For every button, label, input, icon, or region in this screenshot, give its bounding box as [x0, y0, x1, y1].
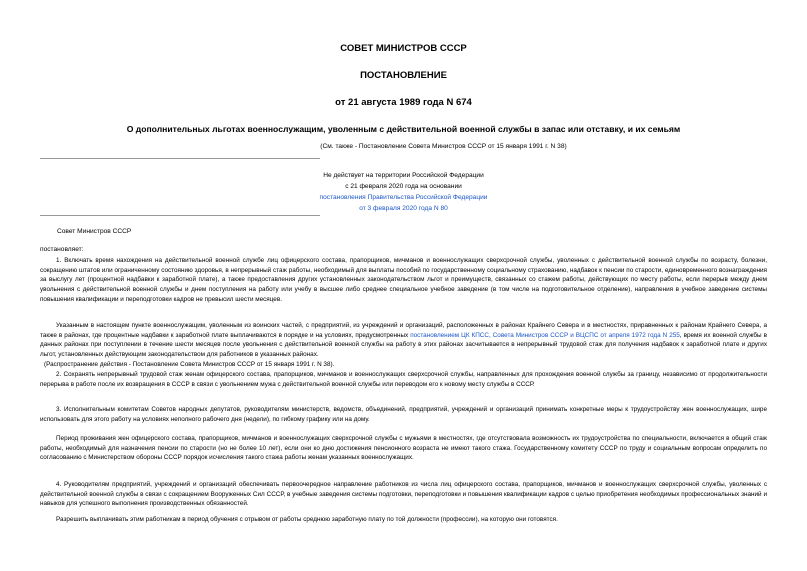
paragraph-1b-part2: , время их военной службы в данных районах при поступлении в течение шести месяцев после увольнения с действительной военной службы на работу в этих районах засчитывается в непрерывный трудовой стаж для получения надбавок к заработной плате и других льгот, установленных действующим законодательством для работников в указанных районах. — [40, 331, 767, 358]
paragraph-3b: Период проживания жен офицерского состава, прапорщиков, мичманов и военнослужащих сверхсрочной службы с мужьями в местностях, где отсутствовала возможность их трудоустройства по специальности, включается в общий стаж работы, необходимый для назначения пенсии по старости (но не более 10 лет), если они ко дню достижения пенсионного возраста не имеют такого стажа. Государственному комитету СССР по труду и социальным вопросам определить по согласованию с Министерством обороны СССР порядок исчисления такого стажа работы женам указанных военнослужащих. — [40, 435, 767, 462]
decides-text: постановляет: — [40, 246, 84, 253]
divider-top — [40, 158, 320, 159]
paragraph-1b-part1: Указанным в настоящем пункте военнослужащим, уволенным из воинских частей, с предприятий, из учреждений и организаций, расположенных в районах Крайнего Севера и в местностях, приравненных к районам Крайнего Севера, а также в районах, где процентные надбавки к заработной плате выплачиваются в порядке и на условиях, предусмотренных — [40, 322, 767, 339]
paragraph-3: 3. Исполнительным комитетам Советов народных депутатов, руководителям министерств, ведомств, объединений, предприятий, учреждений и организаций принимать конкретные меры к трудоустройству жен военнослужащих, шире использовать для этого работу на условиях неполного рабочего дня (недели), по гибкому графику или на дому. — [40, 406, 767, 423]
divider-bottom — [40, 215, 320, 216]
date-number-heading: от 21 августа 1989 года N 674 — [335, 97, 472, 108]
paragraph-2: 2. Сохранять непрерывный трудовой стаж женам офицерского состава, прапорщиков, мичманов и военнослужащих сверхсрочной службы, направленных для прохождения военной службы за границу, независимо от продолжительности перерыва в работе после их возвращения в СССР в связи с увольнением мужа с действительной военной службы или переводом его к новому месту службы в СССР. — [40, 371, 767, 388]
see-also-note: (См. также - Постановление Совета Министров СССР от 15 января 1991 г. N 38) — [320, 143, 567, 150]
paragraph-4b: Разрешить выплачивать этим работникам в период обучения с отрывом от работы среднюю заработную плату по той должности (профессии), на которую они готовятся. — [56, 516, 558, 523]
authority-heading: СОВЕТ МИНИСТРОВ СССР — [340, 43, 467, 54]
status-block — [0, 170, 807, 214]
status-line-1: Не действует на территории Российской Федерации — [323, 172, 484, 179]
resolution-255-link[interactable]: постановлением ЦК КПСС, Совета Министров СССР и ВЦСПС от апреля 1972 года N 255 — [410, 331, 680, 339]
document-type-heading: ПОСТАНОВЛЕНИЕ — [360, 70, 447, 81]
status-link-resolution[interactable]: постановления Правительства Российской Федерации — [319, 194, 488, 201]
issuer-text: Совет Министров СССР — [57, 228, 132, 235]
status-link-date[interactable]: от 3 февраля 2020 года N 80 — [359, 205, 448, 212]
paragraph-1: 1. Включать время нахождения на действительной военной службе лиц офицерского состава, прапорщиков, мичманов и военнослужащих сверхсрочной службы, уволенных с действительной военной службы по возрасту, болезни, сокращению штатов или ограниченному состоянию здоровья, в непрерывный стаж работы, необходимый для выплаты пособий по государственному социальному страхованию, надбавок к пенсии по старости, единовременного вознаграждения за выслугу лет (процентной надбавки к заработной плате), а также предоставления других установленных законодательством льгот и преимуществ, связанных со стажем работы, действующих по месту работы, если перерыв между днем увольнения с действительной военной службы и днем поступления на работу или учебу в высшее либо среднее специальное учебное заведение (в том числе на подготовительное отделение), направления в учебное заведение системы повышения квалификации и переподготовки кадров не превысил шести месяцев. — [40, 257, 767, 303]
paragraph-1b — [40, 321, 767, 360]
distribution-note: (Распространение действия - Постановление Совета Министров СССР от 15 января 1991 г. N 38). — [44, 361, 335, 368]
status-line-2: с 21 февраля 2020 года на основании — [345, 183, 462, 190]
paragraph-4: 4. Руководителям предприятий, учреждений и организаций обеспечивать первоочередное направление работников из числа лиц офицерского состава, прапорщиков, мичманов и военнослужащих сверхсрочной службы, уволенных с действительной военной службы в связи с сокращением Вооруженных Сил СССР, в учебные заведения системы подготовки, переподготовки и повышения квалификации кадров с целью приобретения необходимых профессиональных знаний и навыков для успешного выполнения производственных обязанностей. — [40, 481, 767, 508]
document-title: О дополнительных льготах военнослужащим, уволенным с действительной военной службы в запас или отставку, и их семьям — [126, 124, 681, 134]
